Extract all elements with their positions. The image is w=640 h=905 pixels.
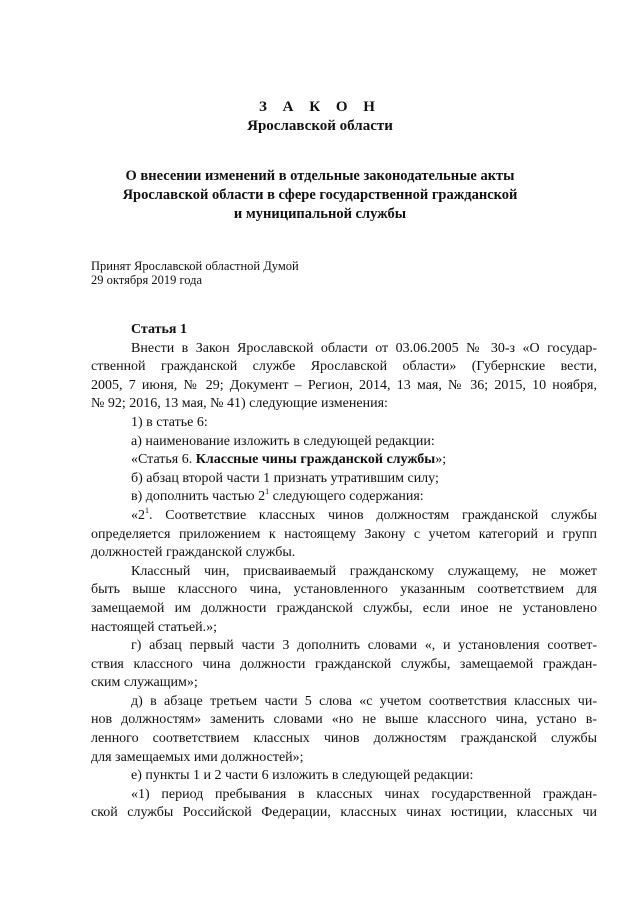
- paragraph-line: нов должностям» заменить словами «но не выше классного чина, устано в-: [91, 712, 597, 728]
- paragraph-line: для замещаемых ими должностей»;: [91, 749, 304, 765]
- adoption-body: Принят Ярославской областной Думой: [91, 259, 299, 273]
- region-title: Ярославской области: [247, 118, 393, 134]
- subject-line-2: Ярославской области в сфере государственной гражданской: [122, 187, 518, 203]
- paragraph-line: «Статья 6. Классные чины гражданской службы»;: [131, 452, 447, 468]
- paragraph-line: г) абзац первый части 3 дополнить словами «, и установления соответ-: [131, 638, 597, 654]
- paragraph-line: должностей гражданской службы.: [91, 545, 296, 561]
- paragraph-line: 2005, 7 июня, № 29; Документ – Регион, 2014, 13 мая, № 36; 2015, 10 ноября,: [91, 377, 597, 393]
- paragraph-line: в) дополнить частью $2^1$ следующего содержания:: [131, 487, 424, 505]
- paragraph-line: Внести в Закон Ярославской области от 03.06.2005 № 30-з «О государ-: [131, 340, 597, 356]
- subject-line-3: и муниципальной службы: [233, 206, 407, 222]
- law-title: З А К О Н: [259, 99, 381, 115]
- paragraph-line: ственной гражданской службе Ярославской области» (Губернские вести,: [91, 359, 597, 375]
- paragraph-line: ствия классного чина должности гражданской службы, замещаемой граждан-: [91, 656, 597, 672]
- article-body: [91, 321, 597, 823]
- paragraph-line: ленного соответствием классных чинов должностям гражданской службы: [91, 731, 597, 747]
- paragraph-line: б) абзац второй части 1 признать утратившим силу;: [131, 470, 439, 486]
- paragraph-line: 1) в статье 6:: [131, 414, 208, 430]
- paragraph-line: а) наименование изложить в следующей редакции:: [131, 433, 435, 449]
- paragraph-line: определяется приложением к настоящему Закону с учетом категорий и групп: [91, 526, 597, 542]
- paragraph-line: Классный чин, присваиваемый гражданскому служащему, не может: [131, 563, 597, 579]
- article-heading: Статья 1: [131, 322, 187, 337]
- paragraph-line: ским служащим»;: [91, 675, 198, 691]
- adoption-date: 29 октября 2019 года: [91, 273, 203, 287]
- paragraph-line: замещаемой им должности гражданской службы, если иное не установлено: [91, 600, 597, 616]
- paragraph-line: ской службы Российской Федерации, классных чинах юстиции, классных чи: [91, 805, 597, 821]
- paragraph-line: № 92; 2016, 13 мая, № 41) следующие изменения:: [91, 396, 388, 412]
- paragraph-line: настоящей статьей.»;: [91, 619, 217, 635]
- paragraph-line: е) пункты 1 и 2 части 6 изложить в следующей редакции:: [131, 768, 474, 784]
- paragraph-line: д) в абзаце третьем части 5 слова «с учетом соответствия классных чи-: [131, 693, 597, 709]
- subject-line-1: О внесении изменений в отдельные законодательные акты: [125, 168, 515, 184]
- paragraph-line: «1) период пребывания в классных чинах государственной граждан-: [131, 786, 597, 802]
- paragraph-line: быть выше классного чина, установленного указанным соответствием для: [91, 582, 597, 598]
- paragraph-line: «$2^1$. Соответствие классных чинов должностям гражданской службы: [131, 506, 597, 523]
